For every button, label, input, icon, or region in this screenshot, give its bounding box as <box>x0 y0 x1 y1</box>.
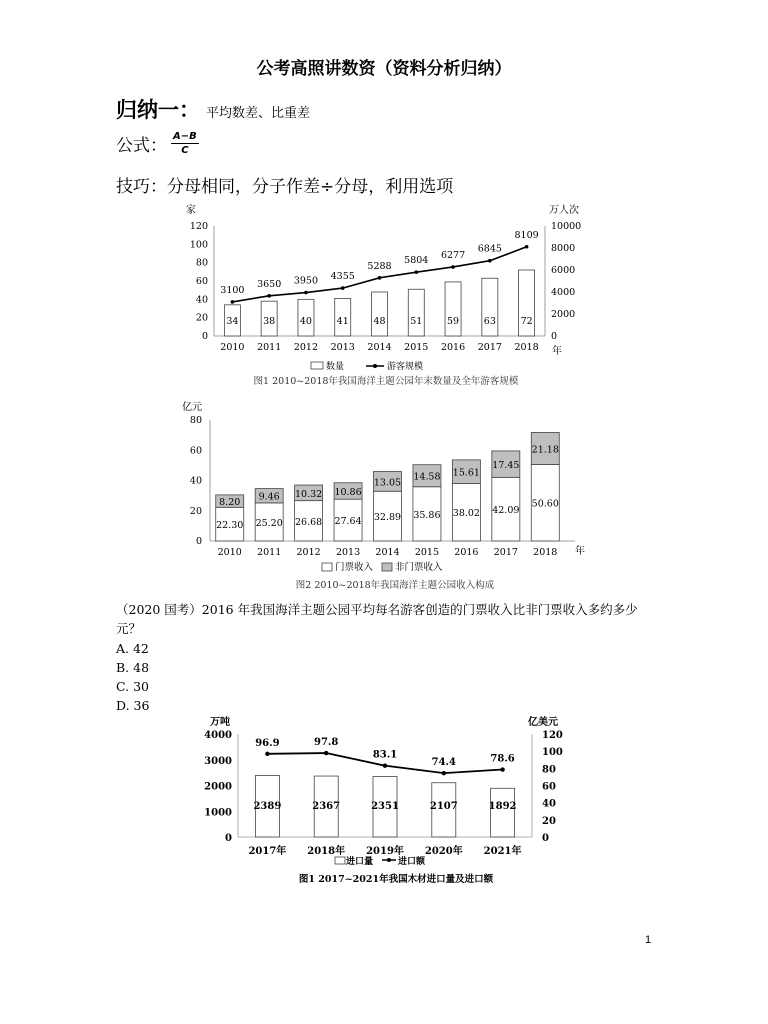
chart1-right-unit: 万人次 <box>549 205 579 216</box>
chart1-right-tick-label: 2000 <box>551 309 576 320</box>
chart-timber-imports <box>196 712 584 892</box>
chart3-legend-swatch-bar <box>335 857 345 864</box>
chart2-nonticket-label: 10.32 <box>295 488 323 500</box>
chart2-ticket-label: 26.68 <box>295 516 323 528</box>
chart2-ticket-label: 38.02 <box>452 508 480 520</box>
formula-label: 公式： <box>116 136 167 156</box>
chart1-category-label: 2018 <box>514 342 539 353</box>
chart1-title: 图1 2010~2018年我国海洋主题公园年末数量及全年游客规模 <box>253 376 519 387</box>
chart2-ticket-label: 27.64 <box>334 516 362 528</box>
chart3-legend-swatch-dot <box>387 858 391 862</box>
chart1-line-label: 3100 <box>220 284 245 296</box>
chart1-line-point <box>267 294 271 298</box>
chart1-bar-label: 41 <box>336 316 349 327</box>
chart2-nonticket-label: 8.20 <box>219 497 241 509</box>
chart1-right-tick-label: 10000 <box>551 221 582 232</box>
chart2-category-label: 2013 <box>335 547 361 558</box>
chart2-ticket-label: 42.09 <box>492 505 520 517</box>
chart3-bar-label: 2389 <box>253 801 282 812</box>
chart3-line-point <box>383 763 387 767</box>
chart3-bar <box>488 788 517 837</box>
chart3-right-tick-label: 120 <box>542 730 563 741</box>
chart3-left-tick-label: 0 <box>225 833 232 844</box>
chart1-category-label: 2010 <box>220 342 245 353</box>
chart2-unit: 亿元 <box>182 402 202 413</box>
chart1-bar-label: 51 <box>410 316 423 327</box>
chart3-line-point <box>324 751 328 755</box>
chart2-title: 图2 2010~2018年我国海洋主题公园收入构成 <box>295 580 495 591</box>
chart1-line-point <box>414 270 418 274</box>
chart1-line-label: 6845 <box>477 243 502 255</box>
option-a: A. 42 <box>116 641 149 656</box>
chart1-bar-label: 72 <box>520 316 533 327</box>
chart1-bar-label: 48 <box>373 316 386 327</box>
chart1-left-tick-label: 40 <box>195 294 208 306</box>
chart1-left-tick-label: 100 <box>189 239 208 251</box>
chart3-bar-label: 1892 <box>488 801 517 812</box>
chart2-nonticket-label: 9.46 <box>258 491 280 503</box>
chart1-line-label: 6277 <box>440 249 466 261</box>
chart1-legend-line-label: 游客规模 <box>387 362 424 372</box>
chart2-category-label: 2014 <box>375 547 400 558</box>
option-b: B. 48 <box>116 660 150 675</box>
chart1-line-label: 5804 <box>404 255 429 267</box>
chart1-right-tick-label: 0 <box>551 331 558 342</box>
chart3-line-label: 96.9 <box>255 737 280 749</box>
chart2-category-label: 2010 <box>217 547 242 558</box>
chart-revenue-composition <box>170 398 590 594</box>
chart3-left-tick-label: 4000 <box>204 730 232 741</box>
chart3-bars <box>253 775 516 837</box>
chart1-line-point <box>451 265 455 269</box>
chart2-x-unit: 年 <box>575 546 585 557</box>
document-title: 公考高照讲数资（资料分析归纳） <box>256 59 512 79</box>
chart3-left-tick-label: 1000 <box>204 807 232 819</box>
chart1-left-tick-label: 20 <box>195 312 208 324</box>
option-d: D. 36 <box>116 698 150 713</box>
chart2-nonticket-label: 14.58 <box>413 471 441 483</box>
chart2-ticket-label: 50.60 <box>531 498 559 510</box>
chart1-right-tick-label: 4000 <box>551 287 576 298</box>
chart1-bar-label: 40 <box>299 316 312 327</box>
formula-fraction <box>171 131 199 156</box>
chart1-right-tick-label: 6000 <box>551 265 576 276</box>
chart1-bar <box>372 292 388 336</box>
chart2-category-label: 2015 <box>414 547 440 558</box>
chart1-line-point <box>231 300 235 304</box>
page-number: 1 <box>645 934 652 946</box>
chart1-bar-label: 38 <box>263 316 276 327</box>
chart1-line-label: 5288 <box>367 260 392 272</box>
chart2-category-label: 2011 <box>257 547 282 558</box>
chart2-tick-label: 20 <box>189 505 202 517</box>
chart1-left-unit: 家 <box>186 205 196 216</box>
section-topic: 平均数差、比重差 <box>206 106 311 121</box>
chart3-line-point <box>500 767 504 771</box>
chart3-right-tick-label: 100 <box>542 747 563 759</box>
option-c: C. 30 <box>116 679 149 694</box>
chart3-line-label: 74.4 <box>431 757 456 769</box>
formula-denominator: C <box>181 145 189 156</box>
section-heading-label: 归纳一： <box>116 97 200 122</box>
chart2-category-label: 2018 <box>533 547 558 558</box>
question-text: （2020 国考）2016 年我国海洋主题公园平均每名游客创造的门票收入比非门票收入多约多少元？ <box>116 602 638 636</box>
section-heading <box>116 94 310 124</box>
chart1-bar <box>445 282 461 336</box>
chart3-line <box>255 737 515 775</box>
chart1-line-point <box>378 276 382 280</box>
chart3-title: 图1 2017~2021年我国木材进口量及进口额 <box>298 874 494 885</box>
chart2-category-label: 2017 <box>493 547 518 558</box>
chart3-category-label: 2018年 <box>307 846 346 857</box>
chart3-right-tick-label: 80 <box>542 764 556 776</box>
chart2-ticket-label: 22.30 <box>216 520 244 532</box>
chart2-category-label: 2016 <box>454 547 479 558</box>
chart3-bar-label: 2351 <box>371 801 399 812</box>
chart1-category-label: 2013 <box>330 342 355 353</box>
tip-text: 技巧：分母相同，分子作差÷分母，利用选项 <box>116 177 454 197</box>
chart1-bar-label: 59 <box>447 316 460 327</box>
chart3-category-label: 2019年 <box>366 846 404 857</box>
chart1-left-tick-label: 0 <box>201 331 208 342</box>
chart2-tick-label: 0 <box>195 536 202 547</box>
chart2-legend-swatch-nonticket <box>382 563 392 571</box>
chart2-category-label: 2012 <box>296 547 321 558</box>
chart3-category-label: 2021年 <box>483 846 522 857</box>
chart2-nonticket-label: 15.61 <box>452 467 480 479</box>
chart1-line-label: 4355 <box>330 271 355 283</box>
chart1-legend-swatch-dot <box>373 364 377 368</box>
chart2-legend-swatch-ticket <box>322 563 332 571</box>
chart1-line-label: 3650 <box>257 278 282 290</box>
chart3-line-point <box>265 752 269 756</box>
chart3-right-unit: 亿美元 <box>528 717 558 728</box>
chart2-legend <box>322 561 443 573</box>
chart1-left-tick-label: 60 <box>195 276 208 287</box>
formula-row <box>116 131 199 156</box>
chart3-legend-bar-label: 进口量 <box>346 857 374 867</box>
chart1-line-point <box>304 291 308 295</box>
chart3-line-label: 83.1 <box>372 749 398 761</box>
chart2-tick-label: 80 <box>189 415 202 426</box>
chart2-tick-label: 40 <box>189 475 202 487</box>
chart3-line-label: 78.6 <box>490 753 515 765</box>
chart3-left-tick-label: 2000 <box>204 781 232 793</box>
chart2-nonticket-label: 17.45 <box>492 460 520 472</box>
chart1-line-point <box>525 245 529 249</box>
chart3-left-unit: 万吨 <box>210 717 230 728</box>
chart1-category-label: 2011 <box>257 342 282 353</box>
chart3-bar-label: 2107 <box>429 801 458 812</box>
chart3-category-label: 2017年 <box>248 846 287 857</box>
chart3-line-label: 97.8 <box>314 737 339 749</box>
chart3-line-point <box>442 771 446 775</box>
chart1-left-tick-label: 80 <box>195 257 208 269</box>
chart1-x-unit: 年 <box>552 346 562 357</box>
chart1-bar <box>482 278 498 336</box>
chart2-legend-ticket-label: 门票收入 <box>335 562 374 573</box>
chart2-ticket-label: 25.20 <box>255 517 283 529</box>
chart-park-count-visitors <box>170 198 590 394</box>
chart3-right-tick-label: 20 <box>542 815 556 827</box>
chart3-left-tick-label: 3000 <box>204 755 232 767</box>
chart1-left-tick-label: 120 <box>189 221 208 232</box>
chart2-nonticket-label: 21.18 <box>531 444 559 456</box>
chart2-nonticket-label: 13.05 <box>373 477 402 489</box>
chart3-right-tick-label: 60 <box>542 781 556 793</box>
chart3-bar-label: 2367 <box>312 801 341 812</box>
chart3-legend-line-label: 进口额 <box>398 857 426 867</box>
chart2-ticket-label: 35.86 <box>413 509 441 521</box>
chart1-line-label: 3950 <box>293 275 319 287</box>
chart1-legend-bar-label: 数量 <box>326 362 345 372</box>
chart1-category-label: 2016 <box>440 342 466 353</box>
chart2-bars <box>216 432 560 541</box>
chart1-bar-label: 34 <box>226 316 239 327</box>
chart1-category-label: 2014 <box>367 342 392 353</box>
chart1-legend <box>311 360 423 372</box>
chart1-category-label: 2012 <box>293 342 319 353</box>
chart3-right-tick-label: 40 <box>542 798 556 810</box>
chart2-tick-label: 60 <box>189 445 202 457</box>
chart1-bar <box>408 289 424 336</box>
chart2-ticket-label: 32.89 <box>373 512 402 524</box>
chart1-bar-label: 63 <box>483 316 496 327</box>
chart1-line-label: 8109 <box>514 229 539 241</box>
chart3-right-tick-label: 0 <box>542 833 549 844</box>
chart1-line-point <box>341 286 345 290</box>
chart1-legend-swatch-bar <box>311 362 323 369</box>
chart1-category-label: 2015 <box>404 342 429 353</box>
formula-numerator: A−B <box>173 131 197 142</box>
chart1-right-tick-label: 8000 <box>551 243 576 254</box>
chart3-category-label: 2020年 <box>424 846 463 857</box>
chart1-line-point <box>488 259 492 263</box>
chart1-category-label: 2017 <box>477 342 502 353</box>
chart2-nonticket-label: 10.86 <box>334 486 362 498</box>
chart2-legend-nonticket-label: 非门票收入 <box>395 562 443 573</box>
